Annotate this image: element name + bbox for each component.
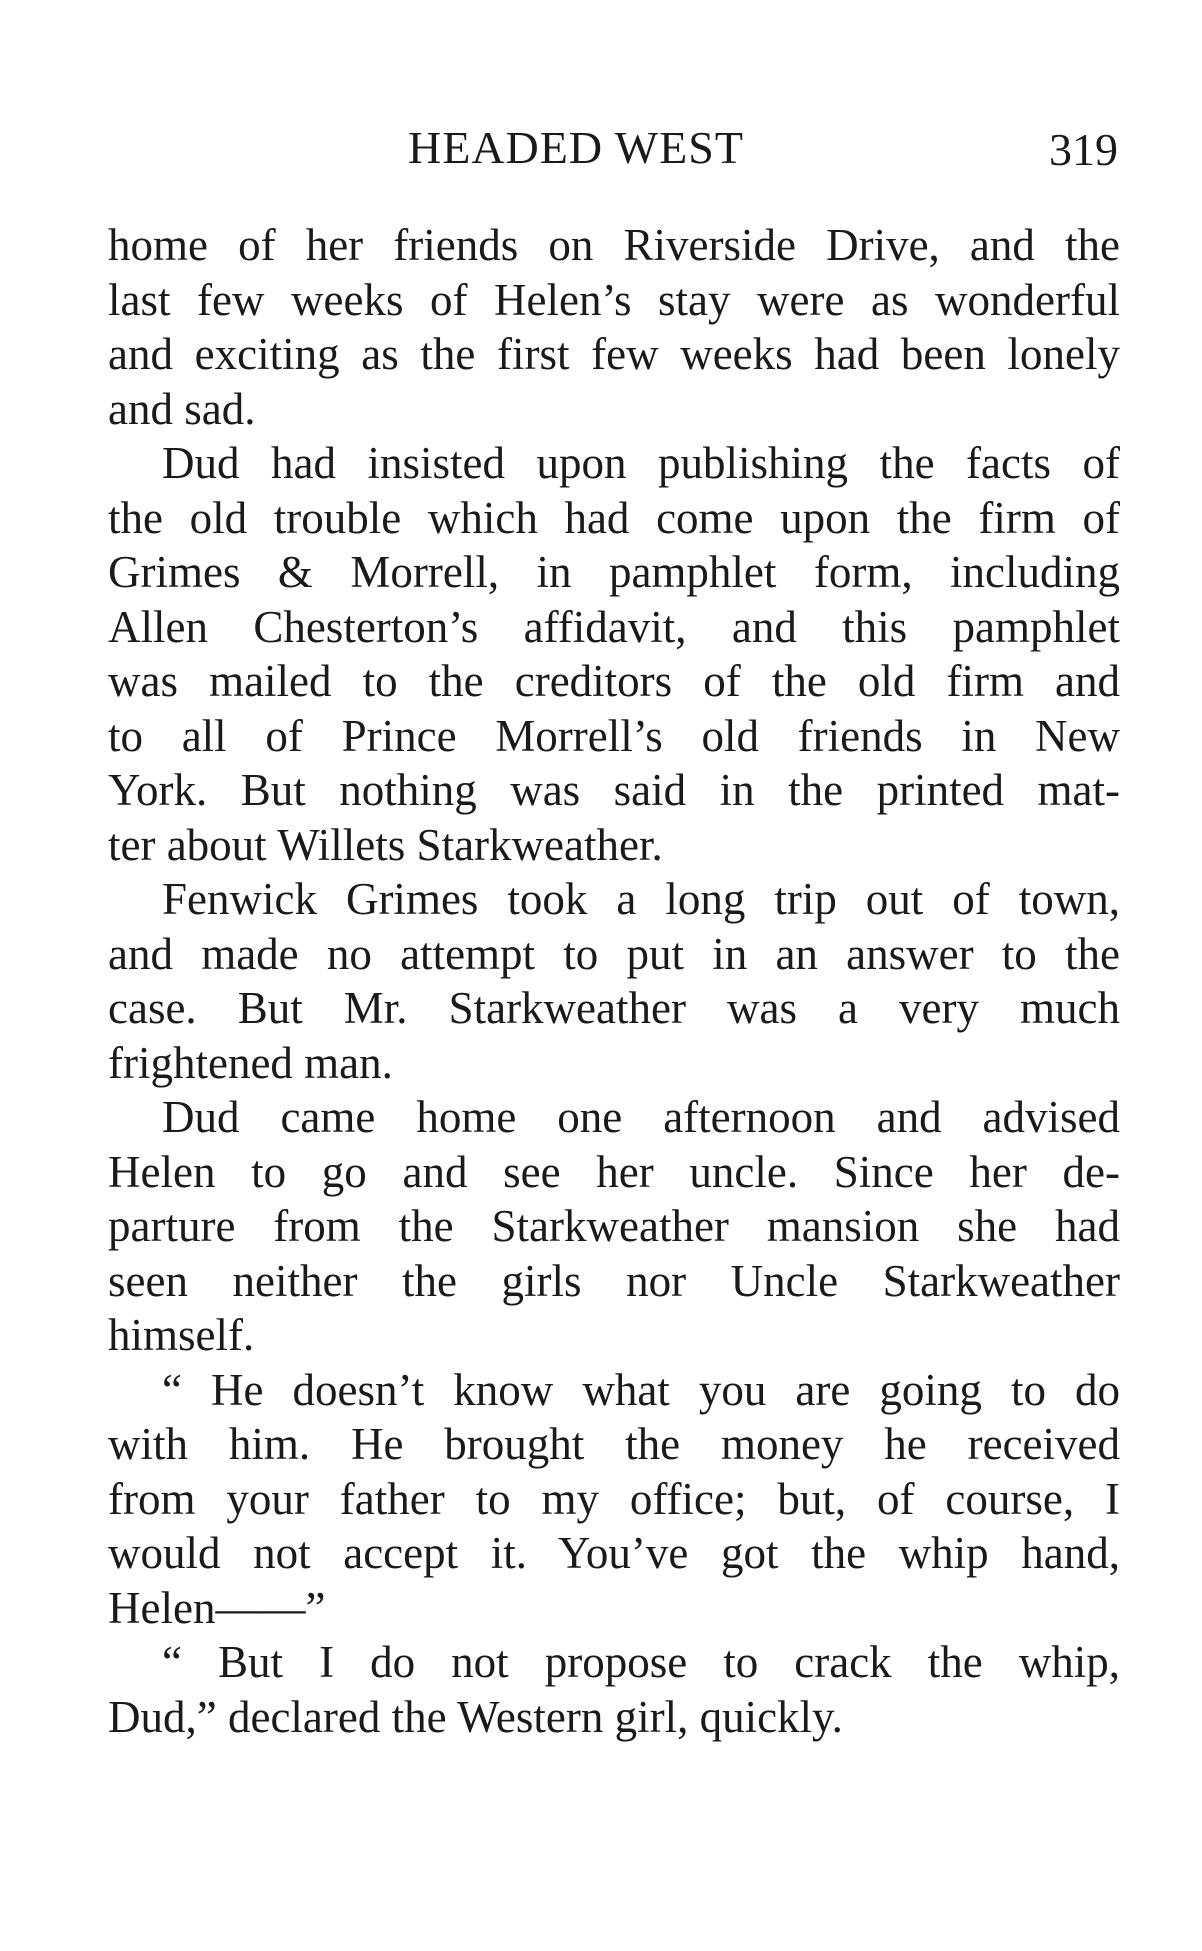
text-line: case. But Mr. Starkweather was a very much [108, 983, 1120, 1033]
text-line: Dud came home one afternoon and advised [162, 1092, 1120, 1142]
text-line: and made no attempt to put in an answer to the [108, 928, 1120, 979]
text-line: Fenwick Grimes took a long trip out of town, [162, 874, 1120, 924]
text-line: frightened man. [108, 1037, 393, 1088]
text-line: ter about Willets Starkweather. [108, 819, 663, 870]
text-line: would not accept it. You’ve got the whip hand, [108, 1528, 1120, 1578]
running-head [108, 118, 1118, 178]
paragraph [108, 436, 1120, 872]
text-line: Helen to go and see her uncle. Since her de- [108, 1146, 1120, 1197]
text-line: Dud had insisted upon publishing the facts of [162, 438, 1120, 488]
page-number: 319 [1049, 124, 1118, 175]
text-line: home of her friends on Riverside Drive, and the [108, 220, 1120, 270]
text-line: Allen Chesterton’s affidavit, and this pamphlet [108, 601, 1120, 652]
text-line: the old trouble which had come upon the firm of [108, 492, 1120, 543]
text-line: Helen——” [108, 1582, 326, 1633]
body-text [108, 218, 1120, 1744]
text-line: and sad. [108, 383, 256, 434]
paragraph [108, 218, 1120, 436]
paragraph [108, 1090, 1120, 1363]
text-line: with him. He brought the money he received [108, 1419, 1120, 1469]
text-line: York. But nothing was said in the printed mat- [108, 765, 1120, 815]
text-line: himself. [108, 1310, 255, 1360]
paragraph [108, 1363, 1120, 1636]
text-line: “ But I do not propose to crack the whip, [162, 1637, 1120, 1687]
text-line: was mailed to the creditors of the old firm and [108, 656, 1120, 706]
text-line: Dud,” declared the Western girl, quickly. [108, 1691, 843, 1742]
text-line: last few weeks of Helen’s stay were as wonderful [108, 274, 1120, 325]
text-line: Grimes & Morrell, in pamphlet form, including [108, 547, 1120, 597]
text-line: “ He doesn’t know what you are going to do [162, 1364, 1120, 1415]
text-line: seen neither the girls nor Uncle Starkweather [108, 1255, 1120, 1306]
paragraph [108, 872, 1120, 1090]
running-title: HEADED WEST [408, 122, 744, 173]
text-line: and exciting as the first few weeks had been lonely [108, 329, 1120, 379]
text-line: from your father to my office; but, of course, I [108, 1473, 1120, 1524]
text-line: parture from the Starkweather mansion she had [108, 1201, 1120, 1251]
paragraph [108, 1635, 1120, 1744]
text-line: to all of Prince Morrell’s old friends in New [108, 710, 1120, 761]
